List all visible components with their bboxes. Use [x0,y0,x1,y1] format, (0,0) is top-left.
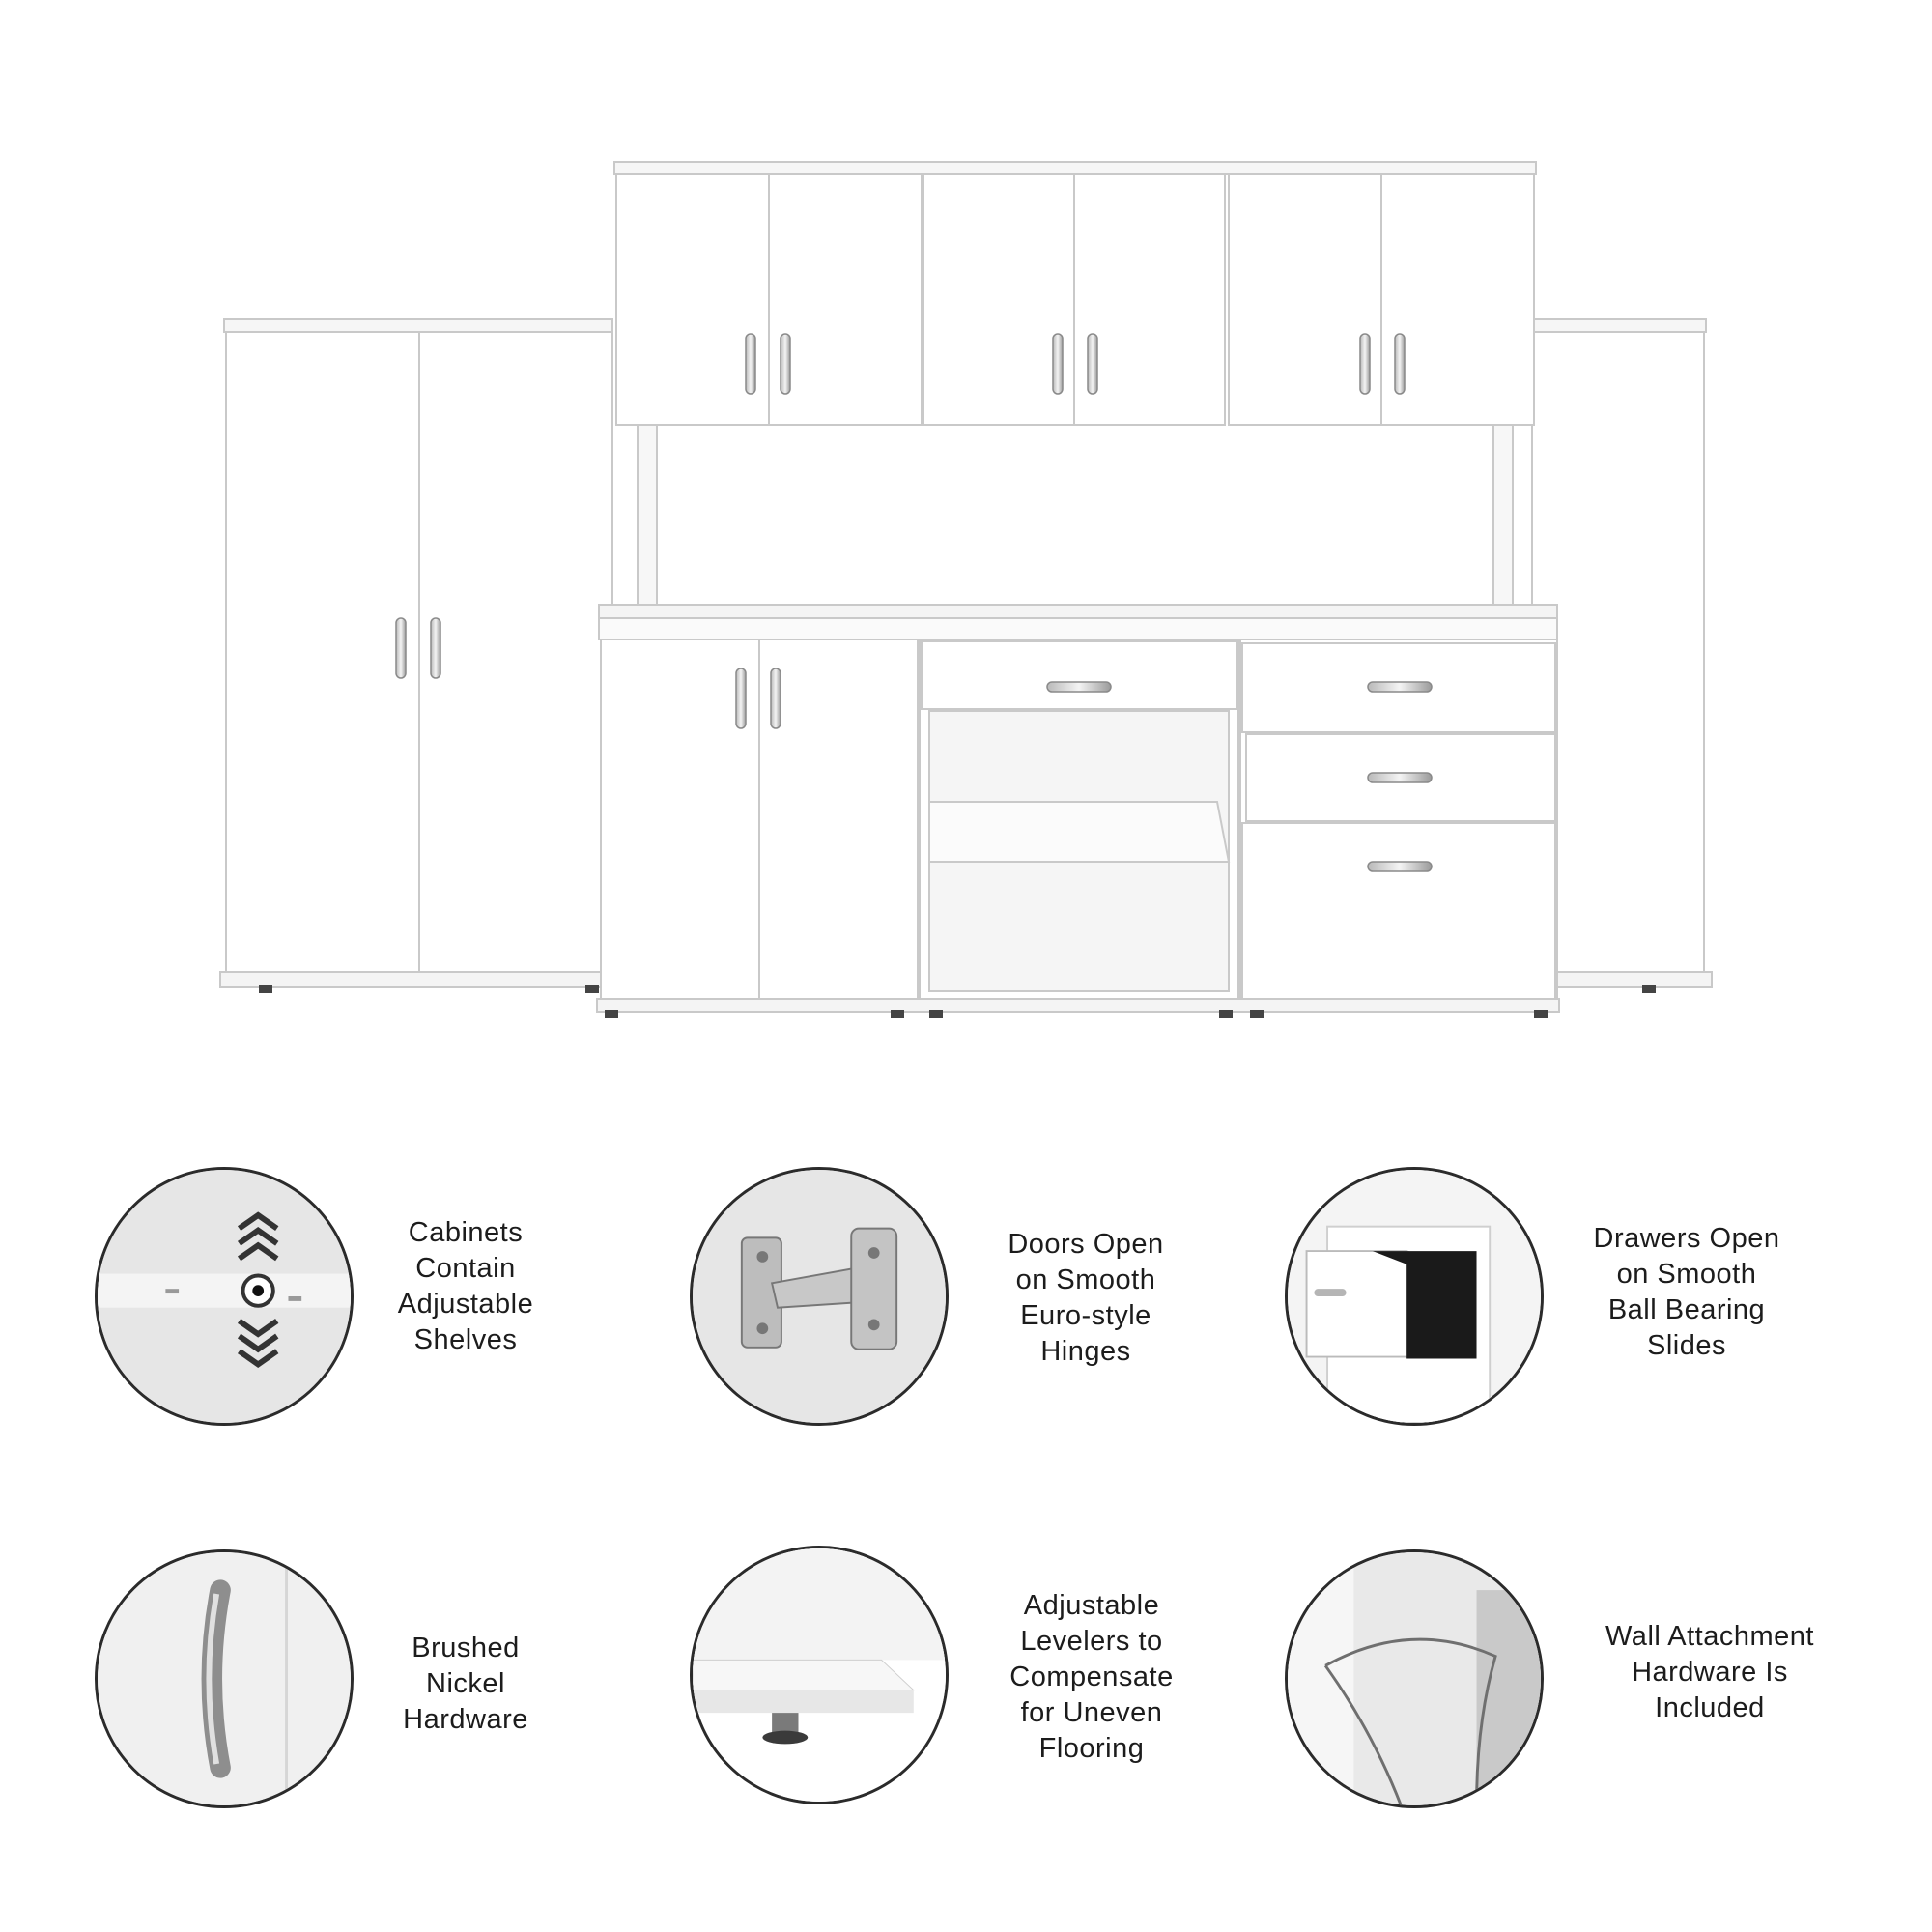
adjustable-shelf-icon [95,1167,354,1426]
levelers-caption: Adjustable Levelers to Compensate for Uneven Flooring [1009,1590,1174,1764]
euro-hinges-caption: Doors Open on Smooth Euro-style Hinges [1008,1229,1164,1367]
wall-attachment-caption: Wall Attachment Hardware Is Included [1605,1621,1814,1723]
euro-hinge-icon [690,1167,949,1426]
leveler-foot-icon [690,1546,949,1804]
open-drawer-icon [1285,1167,1544,1426]
ball-bearing-slides-caption: Drawers Open on Smooth Ball Bearing Slides [1593,1223,1780,1361]
handle-icon [95,1549,354,1808]
nickel-hardware-caption: Brushed Nickel Hardware [403,1633,528,1735]
adjustable-shelves-caption: Cabinets Contain Adjustable Shelves [397,1217,534,1355]
wall-strap-icon [1285,1549,1544,1808]
